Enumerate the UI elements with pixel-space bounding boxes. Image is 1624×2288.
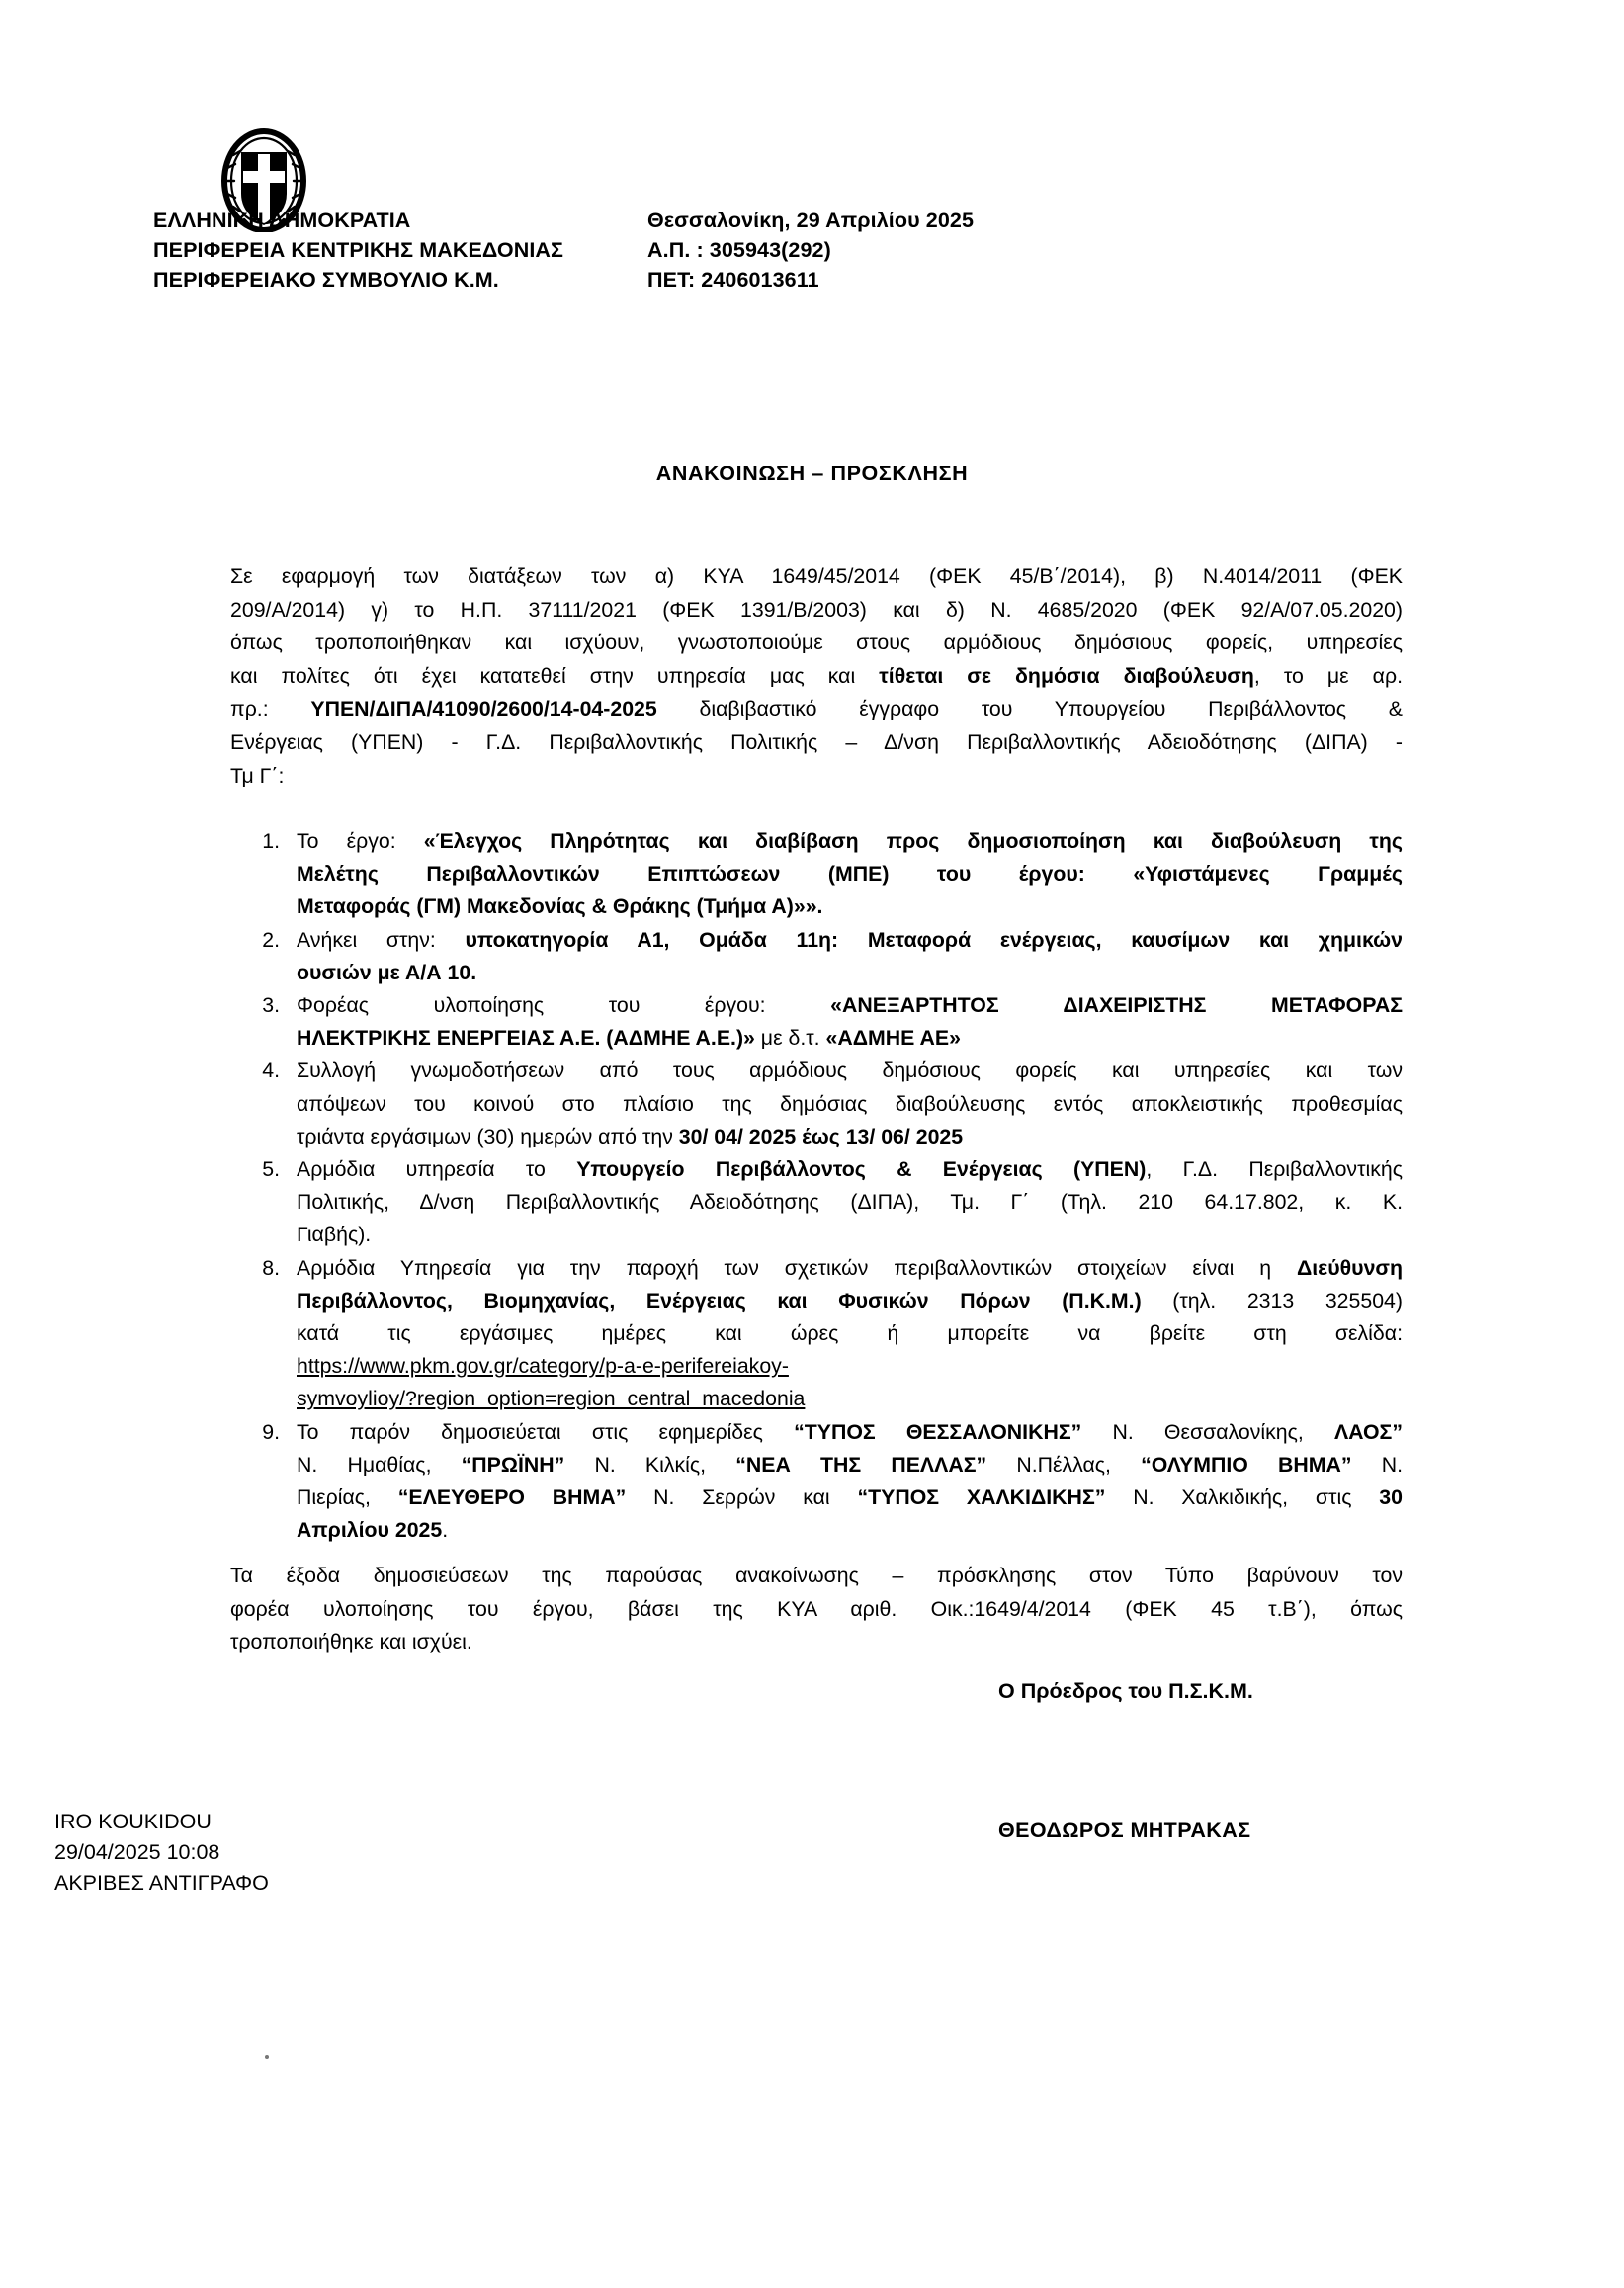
list-item-line [297,1153,1403,1186]
signer-name: ΘΕΟΔΩΡΟΣ ΜΗΤΡΑΚΑΣ [998,1819,1251,1842]
list-item-line [297,825,1403,858]
body-text: κατά τις εργάσιμες ημέρες και ώρες ή μπορείτε να βρείτε στη σελίδα: [297,1321,1403,1346]
intro-protocol-reference: ΥΠΕΝ/ΔΙΠΑ/41090/2600/14-04-2025 [310,697,657,721]
list-item-line [297,1055,1403,1087]
header-pet-number: ΠΕΤ: 2406013611 [647,268,819,292]
emphasis-text: “ΕΛΕΥΘΕΡΟ ΒΗΜΑ” [397,1485,627,1510]
intro-line-5 [230,693,1403,726]
list-item-body [297,825,1403,924]
emphasis-text: ΗΛΕΚΤΡΙΚΗΣ ΕΝΕΡΓΕΙΑΣ Α.Ε. (ΑΔΜΗΕ Α.Ε.)» [297,1026,755,1051]
emphasis-text: Διεύθυνση [1296,1255,1403,1280]
stamp-timestamp: 29/04/2025 10:08 [54,1840,220,1864]
list-item-body [297,1055,1403,1153]
list-item [230,1153,1403,1252]
list-item-body [297,1153,1403,1252]
intro-paragraph [230,560,1403,793]
intro-line-1: Σε εφαρμογή των διατάξεων των α) ΚΥΑ 1649/45/2014 (ΦΕΚ 45/Β΄/2014), β) Ν.4014/2011 (ΦΕΚ [230,564,1403,588]
body-text: Φορέας υλοποίησης του έργου: [297,993,831,1018]
intro-line-2: 209/Α/2014) γ) το Η.Π. 37111/2021 (ΦΕΚ 1391/Β/2003) και δ) Ν. 4685/2020 (ΦΕΚ 92/Α/07.05.2020) [230,597,1403,622]
list-item [230,1416,1403,1548]
emphasis-text: Απριλίου 2025 [297,1518,443,1543]
president-label: Ο Πρόεδρος του Π.Σ.Κ.Μ. [998,1679,1253,1703]
body-text: απόψεων του κοινού στο πλαίσιο της δημόσιας διαβούλευσης εντός αποκλειστικής προθεσμίας [297,1091,1403,1116]
intro-line-4 [230,660,1403,694]
list-item-number: 3. [262,993,280,1018]
page-title: ΑΝΑΚΟΙΝΩΣΗ – ΠΡΟΣΚΛΗΣΗ [655,462,969,485]
list-item-line [297,1514,1403,1547]
authority-line-2: ΠΕΡΙΦΕΡΕΙΑ ΚΕΝΤΡΙΚΗΣ ΜΑΚΕΔΟΝΙΑΣ [153,238,564,262]
body-text: Αρμόδια υπηρεσία το [297,1157,577,1182]
list-item [230,1252,1403,1416]
intro-line-6: Ενέργειας (ΥΠΕΝ) - Γ.Δ. Περιβαλλοντικής Πολιτικής – Δ/νση Περιβαλλοντικής Αδειοδότησης (ΔΙΠΑ) - [230,729,1403,754]
closing-line-2: φορέα υλοποίησης του έργου, βάσει της ΚΥΑ αριθ. Οικ.:1649/4/2014 (ΦΕΚ 45 τ.Β΄), όπως [230,1596,1403,1621]
body-text: με δ.τ. [754,1026,826,1051]
intro-line-3: όπως τροποποιήθηκαν και ισχύουν, γνωστοποιούμε στους αρμόδιους δημόσιους φορείς, υπηρεσίες [230,631,1403,655]
body-text: , Γ.Δ. Περιβαλλοντικής [1146,1157,1403,1182]
certified-copy-stamp [54,1807,269,1899]
emphasis-text: “ΝΕΑ ΤΗΣ ΠΕΛΛΑΣ” [735,1452,987,1477]
list-item-line [297,1416,1403,1449]
list-item [230,924,1403,989]
body-text: Ν. [1351,1452,1404,1477]
body-text: Γιαβής). [297,1223,372,1247]
list-item-body [297,924,1403,989]
list-item-line [297,1219,1403,1251]
emphasis-text: 30 [1379,1485,1403,1510]
document-header [153,206,1438,295]
emphasis-text: ουσιών με Α/Α 10. [297,960,477,984]
body-text: Ανήκει στην: [297,927,466,952]
emphasis-text: ΛΑΟΣ” [1333,1419,1403,1444]
closing-paragraph [230,1560,1403,1659]
body-text: Το παρόν δημοσιεύεται στις εφημερίδες [297,1419,795,1444]
emphasis-text: “ΤΥΠΟΣ ΘΕΣΣΑΛΟΝΙΚΗΣ” [794,1419,1082,1444]
stamp-certification-text: ΑΚΡΙΒΕΣ ΑΝΤΙΓΡΑΦΟ [54,1871,269,1895]
emphasis-text: «Έλεγχος Πληρότητας και διαβίβαση προς δημοσιοποίηση και διαβούλευση της [423,829,1403,853]
body-text: Πιερίας, [297,1485,398,1510]
numbered-list [230,825,1403,1547]
list-item-line [297,1252,1403,1285]
list-item-line [297,890,1403,923]
intro-line-5-c: διαβιβαστικό έγγραφο του Υπουργείου Περιβάλλοντος & [656,697,1404,721]
body-text: . [442,1518,449,1543]
consultation-url-link[interactable]: https://www.pkm.gov.gr/category/p-a-e-perifereiakoy- [297,1354,789,1379]
intro-public-consultation-emphasis: τίθεται σε δημόσια διαβούλευση [879,663,1254,688]
list-item-body [297,989,1403,1055]
list-item-line [297,858,1403,890]
list-item-line [297,1186,1403,1219]
intro-line-7: Τμ Γ΄: [230,763,285,788]
list-item-line [297,1088,1403,1121]
list-item-line [297,1285,1403,1317]
list-item [230,825,1403,924]
list-item-line [297,924,1403,957]
intro-line-5-a: πρ.: [230,697,311,721]
emphasis-text: Μεταφοράς (ΓΜ) Μακεδονίας & Θράκης (Τμήμα Α)»». [297,894,823,919]
closing-line-3: τροποποιήθηκε και ισχύει. [230,1630,472,1654]
list-item-number: 5. [262,1157,280,1182]
list-item-line [297,1482,1403,1514]
body-text: Ν. Σερρών και [626,1485,858,1510]
list-item [230,1055,1403,1153]
emphasis-text: Μελέτης Περιβαλλοντικών Επιπτώσεων (ΜΠΕ) του έργου: «Υφιστάμενες Γραμμές [297,862,1403,887]
emphasis-text: “ΤΥΠΟΣ ΧΑΛΚΙΔΙΚΗΣ” [857,1485,1106,1510]
body-text: Αρμόδια Υπηρεσία για την παροχή των σχετικών περιβαλλοντικών στοιχείων είναι η [297,1255,1297,1280]
stamp-signer: IRO KOUKIDOU [54,1810,212,1833]
header-authority-block [153,206,647,295]
list-item-line [297,1449,1403,1482]
emphasis-text: «ΑΝΕΞΑΡΤΗΤΟΣ ΔΙΑΧΕΙΡΙΣΤΗΣ ΜΕΤΑΦΟΡΑΣ [830,993,1403,1018]
list-item-number: 9. [262,1419,280,1444]
emphasis-text: “ΟΛΥΜΠΙΟ ΒΗΜΑ” [1141,1452,1352,1477]
header-place-date: Θεσσαλονίκη, 29 Απριλίου 2025 [647,209,975,232]
emphasis-text: Περιβάλλοντος, Βιομηχανίας, Ενέργειας και Φυσικών Πόρων (Π.Κ.Μ.) [297,1288,1142,1313]
list-item-line [297,1317,1403,1350]
body-text: Το έργο: [297,829,424,853]
list-item-number: 1. [262,829,280,853]
body-text: Πολιτικής, Δ/νση Περιβαλλοντικής Αδειοδότησης (ΔΙΠΑ), Τμ. Γ΄ (Τηλ. 210 64.17.802, κ. Κ. [297,1190,1403,1215]
body-text: Ν.Πέλλας, [986,1452,1142,1477]
list-item-body [297,1252,1403,1416]
emphasis-text: “ΠΡΩΪΝΗ” [461,1452,565,1477]
closing-line-1: Τα έξοδα δημοσιεύσεων της παρούσας ανακοίνωσης – πρόσκλησης στον Τύπο βαρύνουν τον [230,1564,1403,1587]
authority-line-1: ΕΛΛΗΝΙΚΗ ΔΗΜΟΚΡΑΤΙΑ [153,209,411,232]
body-text: Ν. Χαλκιδικής, στις [1105,1485,1380,1510]
body-text: Ν. Ημαθίας, [297,1452,462,1477]
body-text: Συλλογή γνωμοδοτήσεων από τους αρμόδιους δημόσιους φορείς και υπηρεσίες και των [297,1059,1403,1083]
body-text: Ν. Κιλκίς, [564,1452,736,1477]
consultation-url-link[interactable]: symvoylioy/?region_option=region_central_macedonia [297,1387,806,1411]
header-protocol-number: Α.Π. : 305943(292) [647,238,831,262]
header-reference-block [647,206,974,295]
list-item-body [297,1416,1403,1548]
body-text: Ν. Θεσσαλονίκης, [1081,1419,1334,1444]
intro-line-4-c: , το με αρ. [1253,663,1404,688]
authority-line-3: ΠΕΡΙΦΕΡΕΙΑΚΟ ΣΥΜΒΟΥΛΙΟ Κ.Μ. [153,268,499,292]
emphasis-text: υποκατηγορία Α1, Ομάδα 11η: Μεταφορά ενέργειας, καυσίμων και χημικών [465,927,1403,952]
list-item-line [297,989,1403,1022]
scan-artifact-dot [265,2055,269,2059]
list-item-line [297,1121,1403,1153]
list-item [230,989,1403,1055]
intro-line-4-a: και πολίτες ότι έχει κατατεθεί στην υπηρεσία μας και [230,663,880,688]
list-item-number: 2. [262,927,280,952]
list-item-number: 8. [262,1255,280,1280]
emphasis-text: «ΑΔΜΗΕ ΑΕ» [825,1026,961,1051]
emphasis-text: 30/ 04/ 2025 έως 13/ 06/ 2025 [678,1124,964,1148]
list-item-number: 4. [262,1059,280,1083]
list-item-line [297,957,1403,989]
list-item-line [297,1022,1403,1055]
body-text: (τηλ. 2313 325504) [1141,1288,1403,1313]
emphasis-text: Υπουργείο Περιβάλλοντος & Ενέργειας (ΥΠΕΝ) [576,1157,1147,1182]
body-text: τριάντα εργάσιμων (30) ημερών από την [297,1124,679,1148]
